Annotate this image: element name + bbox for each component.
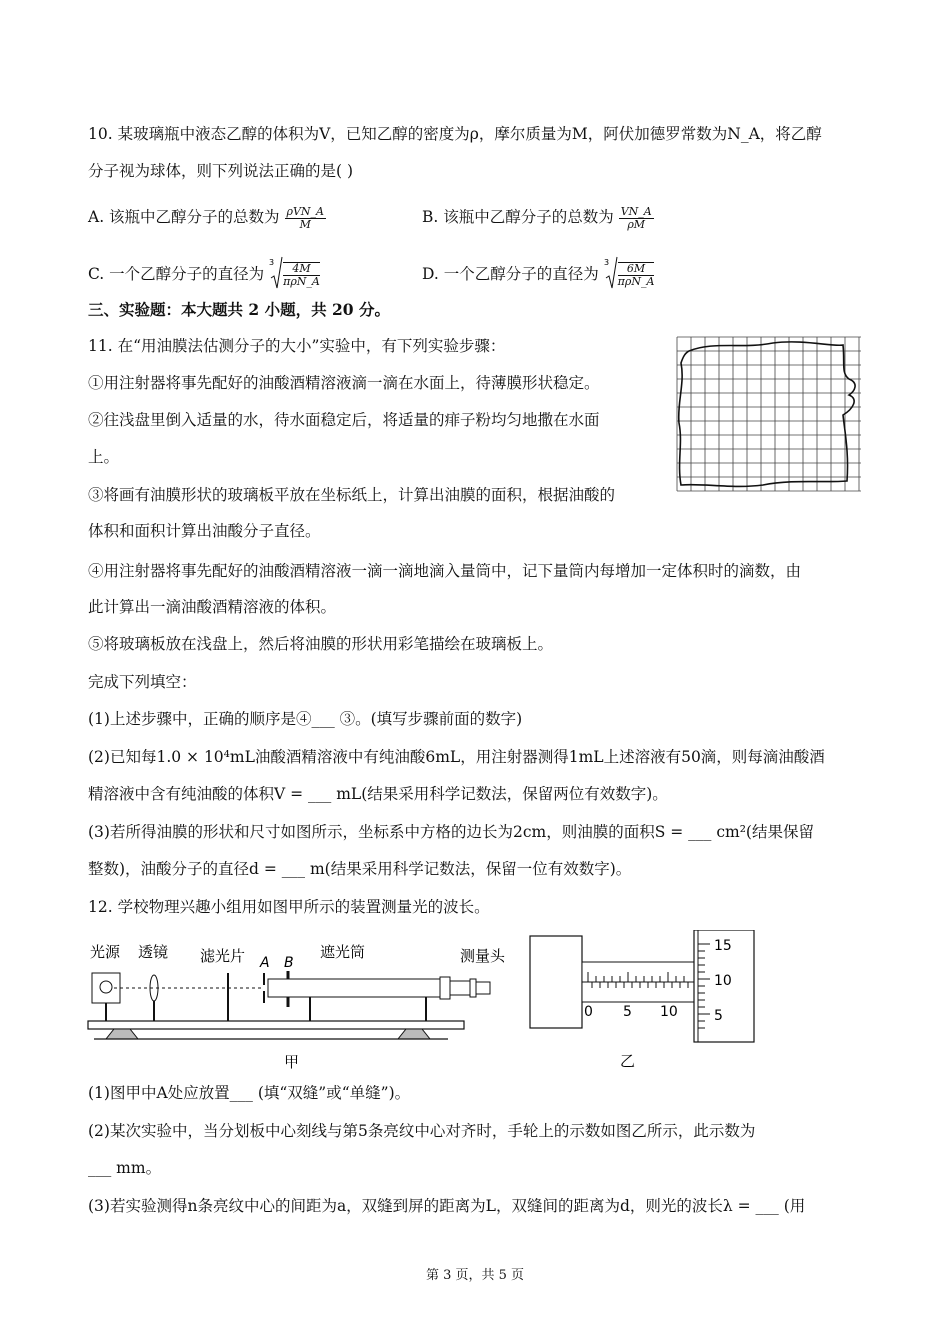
q11-intro: 11. 在“用油膜法估测分子的大小”实验中，有下列实验步骤： (88, 337, 506, 355)
label-jia: 甲 (284, 1053, 300, 1071)
option-c-fraction: $\frac{4M}{\text{πρN\_A}}$ (283, 262, 320, 288)
q10-option-a[interactable] (88, 205, 326, 231)
micrometer-reading-figure (528, 930, 760, 1070)
page-footer: 第 3 页，共 5 页 (425, 1268, 525, 1283)
q11-step-1: ①用注射器将事先配好的油酸酒精溶液滴一滴在水面上，待薄膜形状稳定。 (88, 374, 600, 392)
q10-stem-line1: 10. 某玻璃瓶中液态乙醇的体积为V，已知乙醇的密度为ρ，摩尔质量为M，阿伏加德罗常数为N_A，将乙醇 (88, 125, 822, 143)
main-scale-tick-5: 5 (623, 1004, 632, 1020)
q11-step-3: ③将画有油膜形状的玻璃板平放在坐标纸上，计算出油膜的面积，根据油酸的 (88, 486, 616, 504)
option-d-fraction: $\frac{6M}{\text{πρN\_A}}$ (617, 262, 655, 288)
q12-intro: 12. 学校物理兴趣小组用如图甲所示的装置测量光的波长。 (88, 898, 490, 916)
option-c-text: C. 一个乙醇分子的直径为 (88, 265, 265, 283)
q11-step-4: ④用注射器将事先配好的油酸酒精溶液一滴一滴地滴入量筒中，记下量筒内每增加一定体积时的滴数，由 (88, 562, 802, 580)
q11-part-3-cont: 整数)，油酸分子的直径d = ___ m(结果采用科学记数法，保留一位有效数字)。 (88, 860, 632, 878)
option-b-fraction: $\frac{VN\_A}{\rho M}$ (620, 204, 652, 231)
q11-part-2: (2)已知每1.0 × 10⁴mL油酸酒精溶液中有纯油酸6mL，用注射器测得1mL上述溶液有50滴，则每滴油酸酒 (88, 748, 825, 766)
q11-part-2-cont: 精溶液中含有纯油酸的体积V = ___ mL(结果采用科学记数法，保留两位有效数字)。 (88, 785, 668, 803)
q11-step-5: ⑤将玻璃板放在浅盘上，然后将油膜的形状用彩笔描绘在玻璃板上。 (88, 635, 554, 653)
q10-option-b[interactable] (422, 205, 654, 231)
svg-text:3: 3 (603, 258, 609, 267)
q12-part-2-cont: ___ mm。 (88, 1159, 162, 1177)
drum-tick-5: 5 (714, 1008, 723, 1024)
double-slit-apparatus-figure (84, 935, 524, 1075)
q10-option-d[interactable] (422, 256, 654, 294)
label-light-source: 光源 (90, 943, 121, 961)
label-lens: 透镜 (138, 943, 169, 961)
q11-part-3: (3)若所得油膜的形状和尺寸如图所示，坐标系中方格的边长为2cm，则油膜的面积S = ___ cm²(结果保留 (88, 823, 814, 841)
label-tube: 遮光筒 (320, 943, 366, 961)
q12-part-1: (1)图甲中A处应放置___ (填“双缝”或“单缝”)。 (88, 1084, 411, 1102)
q11-step-4-cont: 此计算出一滴油酸酒精溶液的体积。 (88, 598, 337, 616)
q10-stem-line2: 分子视为球体，则下列说法正确的是( ) (88, 162, 354, 180)
label-b: B (284, 955, 294, 971)
q12-part-2: (2)某次实验中，当分划板中心刻线与第5条亮纹中心对齐时，手轮上的示数如图乙所示，此示数为 (88, 1122, 756, 1140)
q11-fill-prompt: 完成下列填空： (88, 673, 197, 691)
q11-step-3-cont: 体积和面积计算出油酸分子直径。 (88, 522, 321, 540)
option-d-text: D. 一个乙醇分子的直径为 (422, 265, 599, 283)
option-a-fraction: $\frac{\text{ρVN\_A}}{M}$ (286, 204, 324, 231)
q11-part-1: (1)上述步骤中，正确的顺序是④___ ③。(填写步骤前面的数字) (88, 710, 523, 728)
main-scale-tick-0: 0 (584, 1004, 593, 1020)
label-a: A (260, 955, 270, 971)
oil-film-grid-figure (673, 333, 865, 503)
section-heading: 三、实验题：本大题共 2 小题，共 20 分。 (88, 300, 390, 319)
cube-root-symbol (269, 256, 283, 294)
svg-text:3: 3 (269, 258, 275, 267)
label-measuring-head: 测量头 (460, 947, 506, 965)
option-a-text: A. 该瓶中乙醇分子的总数为 (88, 208, 280, 226)
q12-part-3: (3)若实验测得n条亮纹中心的间距为a，双缝到屏的距离为L，双缝间的距离为d，则光的波长λ = ___ (用 (88, 1197, 806, 1215)
main-scale-tick-10: 10 (660, 1004, 678, 1020)
label-filter: 滤光片 (200, 947, 246, 965)
q10-option-c[interactable] (88, 256, 320, 294)
label-yi: 乙 (620, 1052, 636, 1070)
q11-step-2: ②往浅盘里倒入适量的水，待水面稳定后，将适量的痱子粉均匀地撒在水面 (88, 411, 600, 429)
drum-tick-10: 10 (714, 973, 732, 989)
drum-tick-15: 15 (714, 938, 732, 954)
cube-root-symbol (604, 256, 618, 294)
q11-step-2-cont: 上。 (88, 448, 120, 466)
option-b-text: B. 该瓶中乙醇分子的总数为 (422, 208, 614, 226)
